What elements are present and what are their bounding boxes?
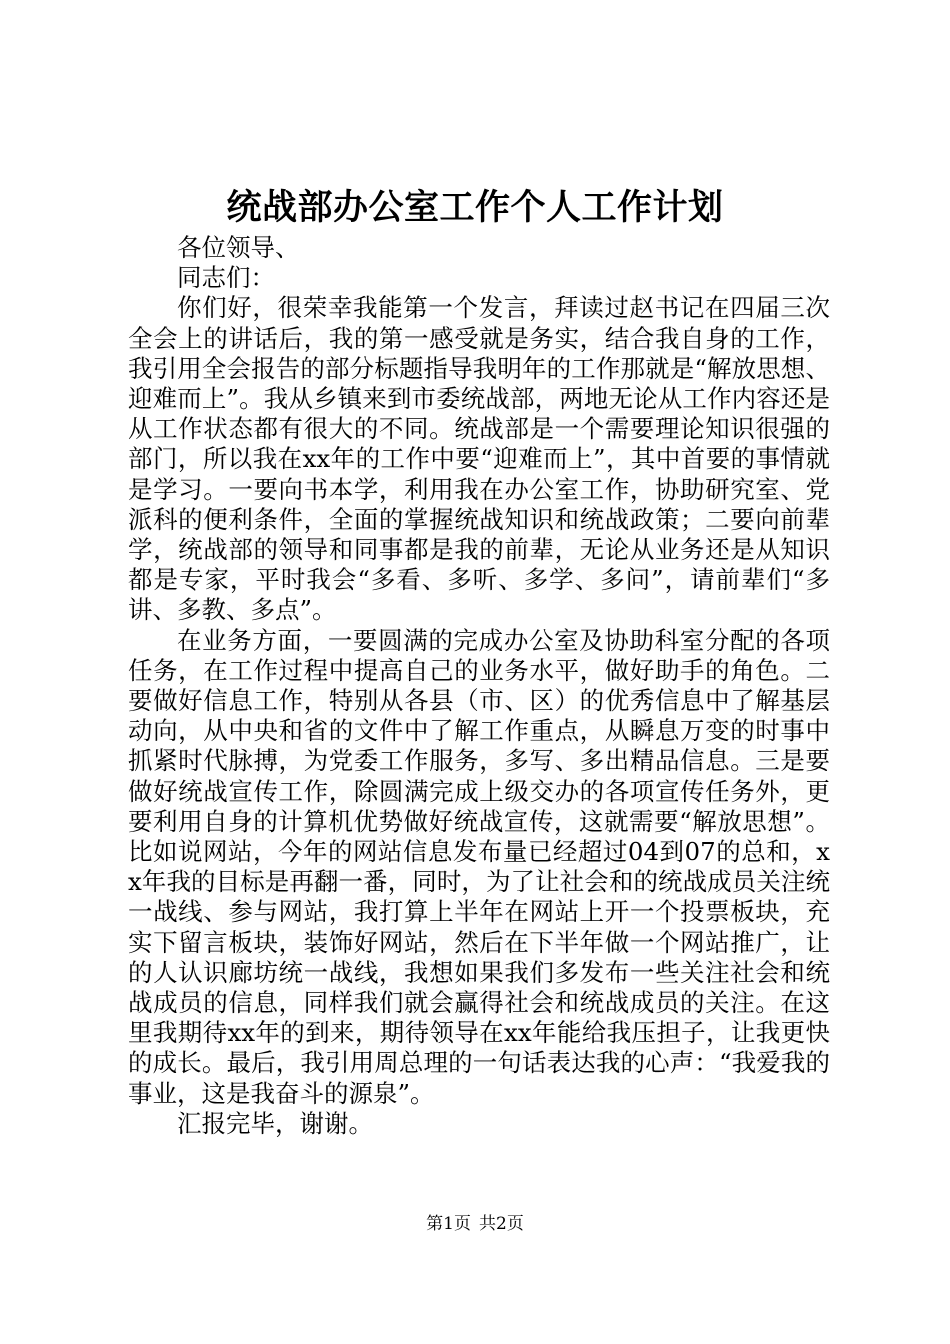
document-body [128, 233, 830, 1139]
page-footer [0, 1212, 950, 1236]
page-number: 第1页 [426, 1214, 471, 1234]
closing-paragraph: 汇报完毕，谢谢。 [177, 1108, 373, 1138]
greeting-line-1: 各位领导、 [177, 233, 300, 262]
body-paragraph-1: 你们好，很荣幸我能第一个发言，拜读过赵书记在四届三次全会上的讲话后，我的第一感受就是务实，结合我自身的工作，我引用全会报告的部分标题指导我明年的工作那就是“解放思想、迎难而上”。我从乡镇来到市委统战部，两地无论从工作内容还是从工作状态都有很大的不同。统战部是一个需要理论知识很强的部门，所以我在xx年的工作中要“迎难而上”，其中首要的事情就是学习。一要向书本学，利用我在办公室工作，协助研究室、党派科的便利条件，全面的掌握统战知识和统战政策；二要向前辈学，统战部的领导和同事都是我的前辈，无论从业务还是从知识都是专家，平时我会“多看、多听、多学、多问”，请前辈们“多讲、多教、多点”。 [128, 293, 830, 625]
page-total: 共2页 [479, 1214, 524, 1234]
document-title: 统战部办公室工作个人工作计划 [226, 187, 724, 228]
greeting-line-2: 同志们： [177, 263, 275, 293]
body-paragraph-2: 在业务方面，一要圆满的完成办公室及协助科室分配的各项任务，在工作过程中提高自己的业务水平，做好助手的角色。二要做好信息工作，特别从各县（市、区）的优秀信息中了解基层动向，从中央和省的文件中了解工作重点，从瞬息万变的时事中抓紧时代脉搏，为党委工作服务，多写、多出精品信息。三是要做好统战宣传工作，除圆满完成上级交办的各项宣传任务外，更要利用自身的计算机优势做好统战宣传，这就需要“解放思想”。比如说网站，今年的网站信息发布量已经超过04到07的总和，xx年我的目标是再翻一番，同时，为了让社会和的统战成员关注统一战线、参与网站，我打算上半年在网站上开一个投票板块，充实下留言板块，装饰好网站，然后在下半年做一个网站推广，让的人认识廊坊统一战线，我想如果我们多发布一些关注社会和统战成员的信息，同样我们就会赢得社会和统战成员的关注。在这里我期待xx年的到来，期待领导在xx年能给我压担子，让我更快的成长。最后，我引用周总理的一句话表达我的心声：“我爱我的事业，这是我奋斗的源泉”。 [128, 625, 830, 1108]
